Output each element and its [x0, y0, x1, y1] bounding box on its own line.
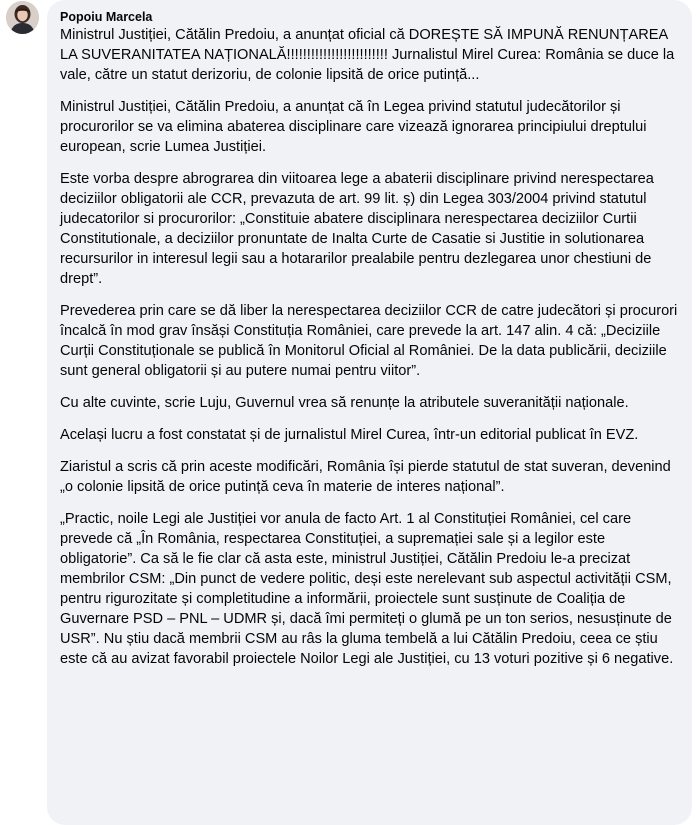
- comment-paragraph: Prevederea prin care se dă liber la nerespectarea deciziilor CCR de catre judecători și procurori încalcă în mod grav însăși Constituția României, care prevede la art. 147 alin. 4 că: „Deciziile Curții Constituționale se publică în Monitorul Oficial al României. De la data publicării, deciziile sunt general obligatorii și au putere numai pentru viitor”.: [60, 303, 678, 379]
- comment-paragraph: Ministrul Justiției, Cătălin Predoiu, a anunțat că în Legea privind statutul judecătorilor și procurorilor se va elimina abaterea disciplinare care vizează ignorarea principiului dreptului european, scrie Lumea Justiției.: [60, 99, 647, 155]
- comment-author[interactable]: Popoiu Marcela: [60, 10, 153, 24]
- comment-paragraph: Ministrul Justiției, Cătălin Predoiu, a anunțat oficial că DOREȘTE SĂ IMPUNĂ RENUNȚAREA LA SUVERANITATEA NAȚIONALĂ!!!!!!!!!!!!!!!!!!!!!!!!! Jurnalistul Mirel Curea: România se duce la vale, către un statut derizoriu, de colonie lipsită de orice putință...: [60, 27, 675, 83]
- comment-paragraph: Același lucru a fost constatat și de jurnalistul Mirel Curea, într-un editorial publicat în EVZ.: [60, 427, 639, 443]
- comment-body: [60, 25, 682, 669]
- comment-paragraph: Ziaristul a scris că prin aceste modificări, România își pierde statutul de stat suveran, devenind „o colonie lipsită de orice putință ceva în materie de interes național”.: [60, 459, 671, 495]
- comment-paragraph: „Practic, noile Legi ale Justiției vor anula de facto Art. 1 al Constituției României, cel care prevede că „În România, respectarea Constituției, a supremației sale și a legilor este obligatorie”. Ca să le fie clar că asta este, ministrul Justiției, Cătălin Predoiu le-a precizat membrilor CSM: „Din punct de vedere politic, deși este nerelevant sub aspectul activității CSM, pentru rigurozitate și completitudine a informării, proiectele sunt susținute de Coaliția de Guvernare PSD – PNL – UDMR și, dacă îmi permiteți o glumă pe un ton serios, nesusținute de USR”. Nu știu dacă membrii CSM au râs la gluma tembelă a lui Cătălin Predoiu, ceea ce știu este că au avizat favorabil proiectele Noilor Legi ale Justiției, cu 13 voturi pozitive și 6 negative.: [60, 511, 674, 667]
- comment-paragraph: Cu alte cuvinte, scrie Luju, Guvernul vrea să renunțe la atributele suveranității naționale.: [60, 395, 629, 411]
- avatar[interactable]: [6, 1, 39, 34]
- comment-paragraph: Este vorba despre abrograrea din viitoarea lege a abaterii disciplinare privind nerespectarea deciziilor obligatorii ale CCR, prevazuta de art. 99 lit. ș) din Legea 303/2004 privind statutul judecatorilor si procurorilor: „Constituie abatere disciplinara nerespectarea deciziilor Curtii Constitutionale, a deciziilor pronuntate de Inalta Curte de Casatie si Justitie in solutionarea recursurilor in interesul legii sau a hotararilor prealabile pentru dezlegarea unor chestiuni de drept”.: [60, 171, 654, 287]
- profile-photo-icon: [6, 1, 39, 34]
- comment-bubble: [47, 0, 692, 825]
